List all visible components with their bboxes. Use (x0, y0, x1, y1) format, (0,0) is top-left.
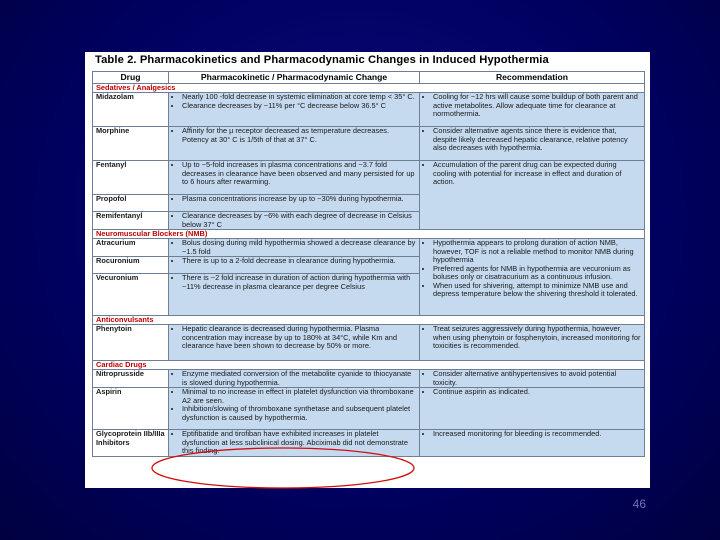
change-item: • There is up to a 2-fold decrease in clearance during hypothermia. (182, 257, 416, 266)
drug-cell: Propofol (93, 195, 169, 212)
category-label: Anticonvulsants (93, 316, 645, 325)
drug-cell: Phenytoin (93, 325, 169, 361)
change-item: • Clearance decreases by ~11% per °C decrease below 36.5° C (182, 102, 416, 111)
category-row-anticonvulsants (93, 316, 645, 325)
category-row-sedatives (93, 84, 645, 93)
recommendation-cell (420, 325, 645, 361)
change-item: • Enzyme mediated conversion of the metabolite cyanide to thiocyanate is slowed during hypothermia. (182, 370, 416, 387)
category-label: Neuromuscular Blockers (NMB) (93, 230, 645, 239)
table-row (93, 325, 645, 361)
recommendation-item: • When used for shivering, attempt to minimize NMB use and depress temperature below the shivering threshold it tolerated. (433, 282, 641, 299)
change-item: • Affinity for the µ receptor decreased as temperature decreases. Potency at 30° C is 1/5th of that at 37° C. (182, 127, 416, 144)
recommendation-cell (420, 388, 645, 430)
change-item: • Hepatic clearance is decreased during hypothermia. Plasma concentration may increase by up to 180% at 34°C, while Km and clearance have been shown to decrease by 50% or more. (182, 325, 416, 351)
table-row (93, 388, 645, 430)
change-cell (169, 127, 420, 161)
recommendation-item: • Continue aspirin as indicated. (433, 388, 641, 397)
recommendation-cell (420, 93, 645, 127)
drug-cell: Nitroprusside (93, 370, 169, 388)
category-row-nmb (93, 230, 645, 239)
recommendation-item: • Consider alternative antihypertensives to avoid potential toxicity. (433, 370, 641, 387)
change-item: • Inhibition/slowing of thromboxane synthetase and subsequent platelet dysfunction is caused by hypothermia. (182, 405, 416, 422)
table-row (93, 239, 645, 257)
drug-cell: Morphine (93, 127, 169, 161)
drug-cell: Remifentanyl (93, 212, 169, 230)
change-item: • Bolus dosing during mild hypothermia showed a decrease clearance by ~1.5 fold (182, 239, 416, 256)
recommendation-cell (420, 430, 645, 457)
change-cell (169, 257, 420, 274)
table-row (93, 127, 645, 161)
recommendation-item: • Increased monitoring for bleeding is recommended. (433, 430, 641, 439)
drug-cell: Glycoprotein IIb/IIIa Inhibitors (93, 430, 169, 457)
recommendation-item: • Preferred agents for NMB in hypothermia are vecuronium as boluses only or cisatracurium as a continuous infusion. (433, 265, 641, 282)
highlight-ellipse (148, 446, 418, 494)
change-cell (169, 388, 420, 430)
header-change: Pharmacokinetic / Pharmacodynamic Change (169, 72, 420, 84)
drug-cell: Aspirin (93, 388, 169, 430)
change-item: • There is ~2 fold increase in duration of action during hypothermia with ~11% decrease in plasma clearance per degree Celsius (182, 274, 416, 291)
change-cell (169, 212, 420, 230)
change-item: • Minimal to no increase in effect in platelet dysfunction via thromboxane A2 are seen. (182, 388, 416, 405)
change-item: • Eptifibatide and tirofiban have exhibited increases in platelet dysfunction at less subclinical dosing. Abciximab did not demonstrate this finding. (182, 430, 416, 456)
recommendation-item: • Consider alternative agents since there is evidence that, despite likely decreased hepatic clearance, relative potency also decreases with hypothermia. (433, 127, 641, 153)
change-cell (169, 325, 420, 361)
category-label: Cardiac Drugs (93, 361, 645, 370)
table-title: Table 2. Pharmacokinetics and Pharmacodynamic Changes in Induced Hypothermia (95, 54, 549, 66)
change-cell (169, 239, 420, 257)
recommendation-cell (420, 161, 645, 230)
annotation-circle (152, 448, 414, 488)
drug-cell: Rocuronium (93, 257, 169, 274)
drug-cell: Vecuronium (93, 274, 169, 316)
header-drug: Drug (93, 72, 169, 84)
change-item: • Clearance decreases by ~6% with each degree of decrease in Celsius below 37° C (182, 212, 416, 229)
recommendation-item: • Hypothermia appears to prolong duration of action NMB, however, TOF is not a reliable method to monitor NMB during hypothermia (433, 239, 641, 265)
category-row-cardiac (93, 361, 645, 370)
change-cell (169, 195, 420, 212)
table-slide (85, 52, 650, 488)
header-row (93, 72, 645, 84)
drug-cell: Atracurium (93, 239, 169, 257)
recommendation-cell (420, 127, 645, 161)
table-row (93, 93, 645, 127)
slide-number: 46 (632, 497, 646, 511)
change-cell (169, 93, 420, 127)
category-label: Sedatives / Analgesics (93, 84, 645, 93)
table-row (93, 161, 645, 195)
change-cell (169, 370, 420, 388)
change-item: • Nearly 100 -fold decrease in systemic elimination at core temp < 35° C. (182, 93, 416, 102)
recommendation-cell (420, 370, 645, 388)
recommendation-item: • Accumulation of the parent drug can be expected during cooling with potential for increase in effect and duration of action. (433, 161, 641, 187)
header-recommendation: Recommendation (420, 72, 645, 84)
change-cell (169, 161, 420, 195)
pk-pd-table (92, 71, 645, 457)
table-row (93, 370, 645, 388)
change-item: • Plasma concentrations increase by up to ~30% during hypothermia. (182, 195, 416, 204)
recommendation-item: • Treat seizures aggressively during hypothermia, however, when using phenytoin or fosphenytoin, increased monitoring for toxicities is recommended. (433, 325, 641, 351)
drug-cell: Fentanyl (93, 161, 169, 195)
change-item: • Up to ~5-fold increases in plasma concentrations and ~3.7 fold decreases in clearance have been observed and many persisted for up to 6 hours after rewarming. (182, 161, 416, 187)
drug-cell: Midazolam (93, 93, 169, 127)
recommendation-item: • Cooling for ~12 hrs will cause some buildup of both parent and active metabolites. Allow adequate time for clearance at normothermia. (433, 93, 641, 119)
change-cell (169, 274, 420, 316)
recommendation-cell (420, 239, 645, 316)
